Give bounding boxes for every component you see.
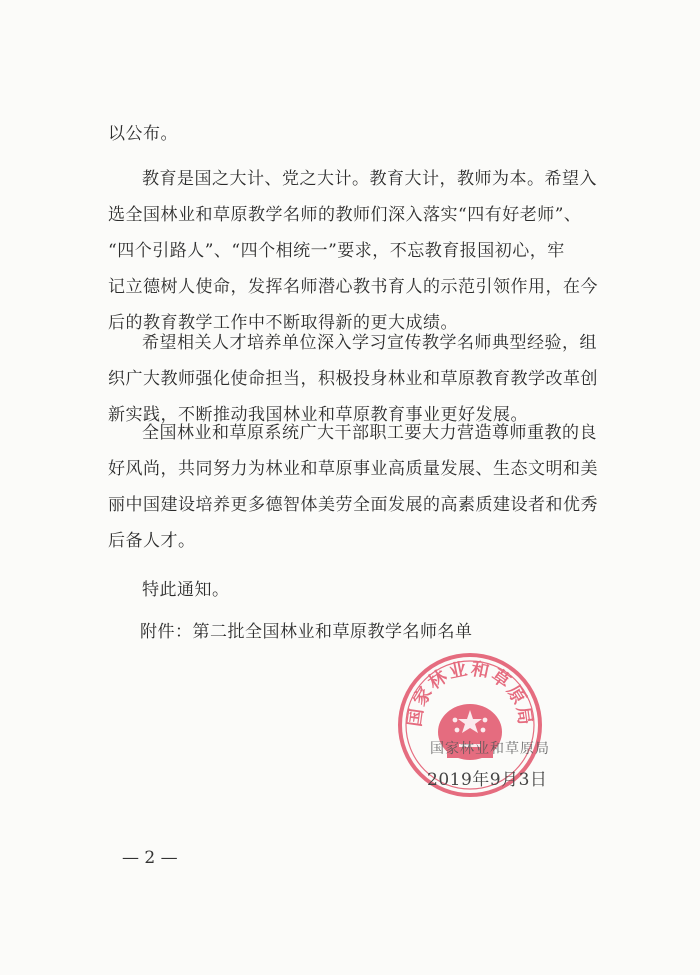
line: “四个引路人”、“四个相统一”要求，不忘教育报国初心，牢 xyxy=(108,241,565,261)
line: 后的教育教学工作中不断取得新的更大成绩。 xyxy=(108,313,458,333)
line: 全国林业和草原系统广大干部职工要大力营造尊师重教的良 xyxy=(142,423,597,443)
line: 希望相关人才培养单位深入学习宣传教学名师典型经验，组 xyxy=(142,333,597,353)
body-paragraph-1 xyxy=(108,161,600,341)
seal-text: 国家林业和草原局 xyxy=(404,658,536,728)
line: 好风尚，共同努力为林业和草原事业高质量发展、生态文明和美 xyxy=(108,459,598,479)
line: 新实践，不断推动我国林业和草原教育事业更好发展。 xyxy=(108,405,528,425)
closing-line xyxy=(108,572,600,608)
line: 教育是国之大计、党之大计。教育大计，教师为本。希望入 xyxy=(142,169,597,189)
closing-text: 特此通知。 xyxy=(142,580,230,600)
page-number: — 2 — xyxy=(122,848,178,868)
issue-date: 2019年9月3日 xyxy=(427,770,548,790)
line: 选全国林业和草原教学名师的教师们深入落实“四有好老师”、 xyxy=(108,205,582,225)
line: 丽中国建设培养更多德智体美劳全面发展的高素质建设者和优秀 xyxy=(108,495,598,515)
line: 织广大教师强化使命担当，积极投身林业和草原教育教学改革创 xyxy=(108,369,598,389)
line: 后备人才。 xyxy=(108,531,196,551)
body-paragraph-0 xyxy=(108,116,600,152)
attachment-line: 附件：第二批全国林业和草原教学名师名单 xyxy=(140,622,473,642)
issuer-name: 国家林业和草原局 xyxy=(430,741,550,757)
paragraph-text: 以公布。 xyxy=(108,124,178,144)
body-paragraph-3 xyxy=(108,415,600,559)
line: 记立德树人使命，发挥名师潜心教书育人的示范引领作用，在今 xyxy=(108,277,598,297)
